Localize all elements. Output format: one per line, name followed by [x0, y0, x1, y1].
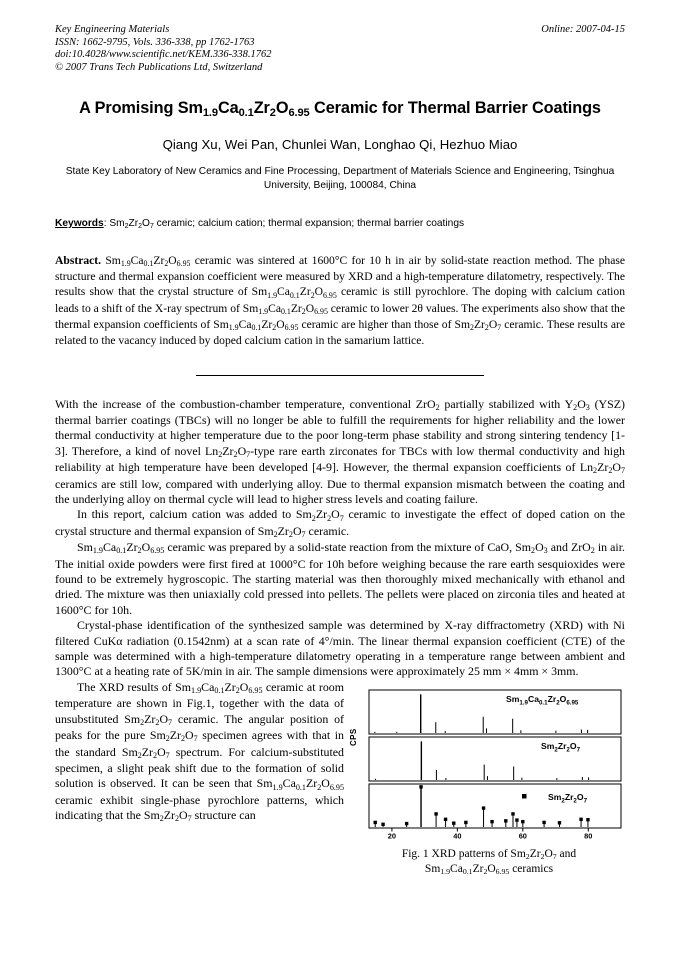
panel-2-frame	[369, 737, 621, 781]
journal-copyright: © 2007 Trans Tech Publications Ltd, Switzerland	[55, 61, 263, 73]
lower-region	[55, 679, 625, 877]
journal-header	[55, 24, 625, 74]
keywords-text: : $Sm_2Zr_2O_7$ ceramic; calcium cation; thermal expansion; thermal barrier coatings	[103, 217, 465, 230]
journal-name: Key Engineering Materials	[55, 24, 170, 35]
figure-1	[349, 688, 625, 877]
panel-3-frame	[369, 784, 621, 828]
x-tick-label: 80	[584, 831, 593, 840]
xrd-chart-svg	[363, 688, 625, 840]
title-part-4: O	[275, 99, 289, 118]
title-sub-3: 2	[269, 107, 276, 120]
page-content	[55, 24, 625, 877]
title-part-2: Ca	[217, 99, 239, 118]
body-text	[55, 397, 625, 680]
title-part-5: Ceramic for Thermal Barrier Coatings	[309, 99, 601, 118]
panel-3-legend-marker	[522, 794, 527, 799]
x-tick-label: 40	[453, 831, 462, 840]
author-list: Qiang Xu, Wei Pan, Chunlei Wan, Longhao Qi, Hezhuo Miao	[162, 137, 518, 153]
abstract	[55, 253, 625, 349]
paragraph-5: The XRD results of $Sm_{1.9}Ca_{0.1}Zr_2O_{6.95}$ ceramic at room temperature are shown in Fig.1, together with the data of unsubstituted $Sm_2Zr_2O_7$ ceramic. The angular position of peaks for the pure $Sm_2Zr_2O_7$ specimen agrees with that in the standard $Sm_2Zr_2O_7$ spectrum. For calcium-substituted specimen, a slight peak shift due to the formation of solid solution is observed. It can be seen that $Sm_{1.9}Ca_{0.1}Zr_2O_{6.95}$ ceramic exhibit single-phase pyrochlore patterns, which indicating that the $Sm_2Zr_2O_7$ structure can	[55, 679, 344, 824]
figure-caption-line-2: $Sm_{1.9}Ca_{0.1}Zr_2O_{6.95}$ ceramics	[424, 862, 554, 877]
title-part-1: A Promising Sm	[79, 99, 203, 118]
title-sub-2: 0.1	[238, 107, 254, 120]
journal-doi: doi:10.4028/www.scientific.net/KEM.336-338.1762	[55, 49, 272, 61]
panel-2-label: $Sm_2Zr_2O_7$	[541, 740, 581, 754]
section-divider-wrap	[55, 367, 625, 385]
figure-caption	[353, 847, 625, 877]
x-tick-marks	[392, 828, 588, 832]
figure-y-axis-label: CPS	[349, 728, 358, 746]
abstract-label: Abstract.	[55, 253, 102, 267]
journal-issn: ISSN: 1662-9795, Vols. 336-338, pp 1762-1763	[55, 36, 255, 48]
abstract-text: $Sm_{1.9}Ca_{0.1}Zr_2O_{6.95}$ ceramic was sintered at 1600°C for 10 h in air by solid-state reaction method. The phase structure and thermal expansion coefficient were measured by XRD and a high-temperature dilatometry, respectively. The results show that the crystal structure of $Sm_{1.9}Ca_{0.1}Zr_2O_{6.95}$ ceramic is still pyrochlore. The doping with calcium cation leads to a shift of the X-ray spectrum of $Sm_{1.9}Ca_{0.1}Zr_2O_{6.95}$ ceramic to lower 2θ values. The experiments also show that the thermal expansion coefficients of $Sm_{1.9}Ca_{0.1}Zr_2O_{6.95}$ ceramic are higher than those of $Sm_2Zr_2O_7$ ceramic. These results are related to the vacancy induced by doped calcium cation in the samarium lattice.	[55, 253, 625, 348]
keywords-label: Keywords	[55, 217, 104, 229]
title-part-3: Zr	[253, 99, 270, 118]
panel-1-frame	[369, 690, 621, 734]
online-date: Online: 2007-04-15	[541, 24, 625, 35]
paragraph-4: Crystal-phase identification of the synthesized sample was determined by X-ray diffractometry (XRD) with Ni filtered CuKα radiation (0.1542nm) at a scan rate of 4°/min. The linear thermal expansion coefficient (CTE) of the sample was determined with a high-temperature dilatometry operating in a temperature range between ambient and 1300°C at a heating rate of 5K/min in air. The sample dimensions were approximately 25 mm × 4mm × 3mm.	[55, 618, 625, 679]
panel-1-label: $Sm_{1.9}Ca_{0.1}Zr_2O_{6.95}$	[506, 693, 579, 707]
affiliation: State Key Laboratory of New Ceramics and Fine Processing, Department of Materials Science and Engineering, Tsinghua University, Beijing, 100084, China	[65, 166, 615, 191]
paragraph-3: $Sm_{1.9}Ca_{0.1}Zr_2O_{6.95}$ ceramic was prepared by a solid-state reaction from the mixture of CaO, $Sm_2O_3$ and ZrO$_2$ in air. The initial oxide powders were first fired at 1000°C for 10h before weighing because the rare earth sesquioxides were found to be extremely hygroscopic. The starting material was then thoroughly mixed mechanically with ethanol and dried. The mixture was then uniaxially cold pressed into pellets. The pellets were placed on zirconia tiles and heated at 1600°C for 10h.	[55, 540, 625, 617]
left-column	[55, 680, 344, 825]
x-tick-label: 60	[518, 831, 527, 840]
figure-plot-area	[349, 688, 625, 840]
x-tick-labels	[388, 831, 593, 840]
paragraph-2: In this report, calcium cation was added to $Sm_2Zr_2O_7$ ceramic to investigate the effect of doped cation on the crystal structure and thermal expansion of $Sm_2Zr_2O_7$ ceramic.	[55, 507, 625, 540]
keywords-line	[55, 217, 625, 231]
title-sub-1: 1.9	[202, 107, 218, 120]
panel-3-label: $Sm_2Zr_2O_7$	[548, 791, 588, 805]
figure-caption-line-1: Fig. 1 XRD patterns of $Sm_2Zr_2O_7$ and	[401, 847, 577, 862]
paragraph-1: With the increase of the combustion-chamber temperature, conventional ZrO$_2$ partially stabilized with $Y_2O_3$ (YSZ) thermal barrier coatings (TBCs) will no longer be able to fulfill the requirements for higher reliability and the lower thermal conductivity at higher temperature due to the poor long-term phase stability and strong sintering tendency [1-3]. Therefore, a kind of novel $Ln_2Zr_2O_7$-type rare earth zirconates for TBCs with low thermal conductivity and high reliability at high temperature have been developed [4-9]. However, the thermal expansion coefficients of $Ln_2Zr_2O_7$ ceramics are still low, compared with underlying alloy. Due to thermal expansion mismatch between the coating and the underlying alloy on thermal cycle will lead to higher stress levels and coating failure.	[55, 396, 625, 506]
page-title	[55, 98, 625, 120]
section-divider	[196, 375, 484, 376]
title-sub-4: 6.95	[288, 107, 310, 120]
x-tick-label: 20	[387, 831, 397, 840]
